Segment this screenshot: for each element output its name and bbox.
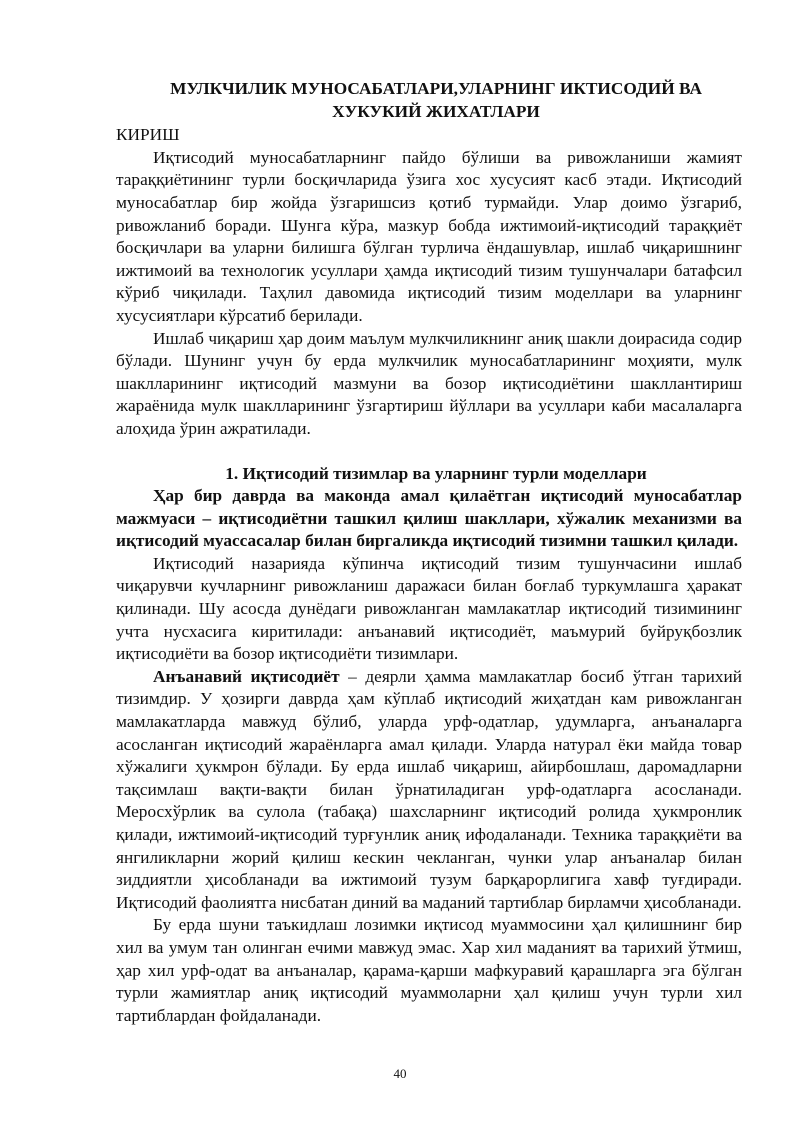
traditional-economy-paragraph: [116, 666, 742, 915]
document-title: [116, 78, 742, 123]
section-1-bold-paragraph: Ҳар бир даврда ва маконда амал қилаётган иқтисодий муносабатлар мажмуаси – иқтисодиётни ташкил қилиш шакллари, хўжалик механизми ва иқтисодий муассасалар билан биргаликда иқтисодий тизимни ташкил қилади.: [116, 486, 742, 551]
intro-paragraph-1: Иқтисодий муносабатларнинг пайдо бўлиши ва ривожланиши жамият тараққиётининг турли босқичларида ўзига хос хусусият касб этади. Иқтисодий муносабатлар бир жойда ўзгаришсиз қотиб турмайди. Улар доимо ўзгариб, ривожланиб боради. Шунга кўра, мазкур бобда ижтимоий-иқтисодий тараққиёт босқичлари ва уларни билишга бўлган турлича ёндашувлар, ишлаб чиқаришнинг ижтимоий ва технологик усуллари ҳамда иқтисодий тизим тушунчалари батафсил кўриб чиқилади. Таҳлил давомида иқтисодий тизим моделлари ва уларнинг хусусиятлари кўрсатиб берилади.: [116, 147, 742, 325]
section-spacer: [116, 441, 742, 463]
closing-paragraph: Бу ерда шуни таъкидлаш лозимки иқтисод муаммосини ҳал қилишнинг бир хил ва умум тан олинган ечими мавжуд эмас. Хар хил маданият ва тарихий ўтмиш, ҳар хил урф-одат ва анъаналар, қарама-қарши мафкуравий қарашларга эга бўлган турли жамиятлар аниқ иқтисодий муаммоларни ҳал қилиш учун турли хил тартиблардан фойдаланади.: [116, 915, 742, 1025]
traditional-economy-text: – деярли ҳамма мамлакатлар босиб ўтган тарихий тизимдир. У ҳозирги даврда ҳам кўплаб иқтисодий жиҳатдан кам ривожланган мамлакатларда мавжуд бўлиб, уларда урф-одатлар, удумларга, анъаналарга асосланган иқтисодий жараёнларга амал қилади. Уларда натурал ёки майда товар хўжалиги ҳукмрон бўлади. Бу ерда ишлаб чиқариш, айирбошлаш, даромадларни тақсимлаш вақти-вақти билан ўрнатиладиган урф-одатларга асосланади. Меросхўрлик ва сулола (табақа) шахсларнинг иқтисодий ролида ҳукмронлик қилади, ижтимоий-иқтисодий турғунлик аниқ ифодаланади. Техника тараққиёти ва янгиликларни жорий қилиш кескин чекланган, чунки улар анъаналар билан зиддиятли ҳисобланади ва ижтимоий тузум барқарорлигига хавф туғдиради. Иқтисодий фаолиятга нисбатан диний ва маданий тартиблар бирламчи ҳисобланади.: [116, 666, 742, 912]
title-line-1: МУЛКЧИЛИК МУНОСАБАТЛАРИ,УЛАРНИНГ ИКТИСОДИЙ ВА: [170, 79, 702, 98]
section-1-heading: 1. Иқтисодий тизимлар ва уларнинг турли моделлари: [225, 463, 647, 483]
intro-paragraph-2: Ишлаб чиқариш ҳар доим маълум мулкчиликнинг аниқ шакли доирасида содир бўлади. Шунинг учун бу ерда мулкчилик муносабатларининг моҳияти, мулк шаклларининг иқтисодий мазмуни ва бозор иқтисодиётини шакллантириш жараёнида мулк шаклларининг ўзгартириш йўллари ва усуллари каби масалаларга алоҳида ўрин ажратилади.: [116, 328, 742, 438]
intro-label: КИРИШ: [116, 125, 180, 145]
page-number: 40: [393, 1066, 407, 1081]
traditional-economy-term: Анъанавий иқтисодиёт: [153, 666, 340, 686]
document-page: [116, 68, 742, 1027]
section-1-paragraph-2: Иқтисодий назарияда кўпинча иқтисодий тизим тушунчасини ишлаб чиқарувчи кучларнинг ривожланиш даражаси билан боғлаб туркумлашга ҳаракат қилинади. Шу асосда дунёдаги ривожланган мамлакатлар иқтисодий тизимининг учта нусхасига киритилади: анъанавий иқтисодиёт, маъмурий буйруқбозлик иқтисодиёти ва бозор иқтисодиёти тизимлари.: [116, 553, 742, 664]
title-line-2: ХУКУКИЙ ЖИХАТЛАРИ: [332, 101, 540, 121]
